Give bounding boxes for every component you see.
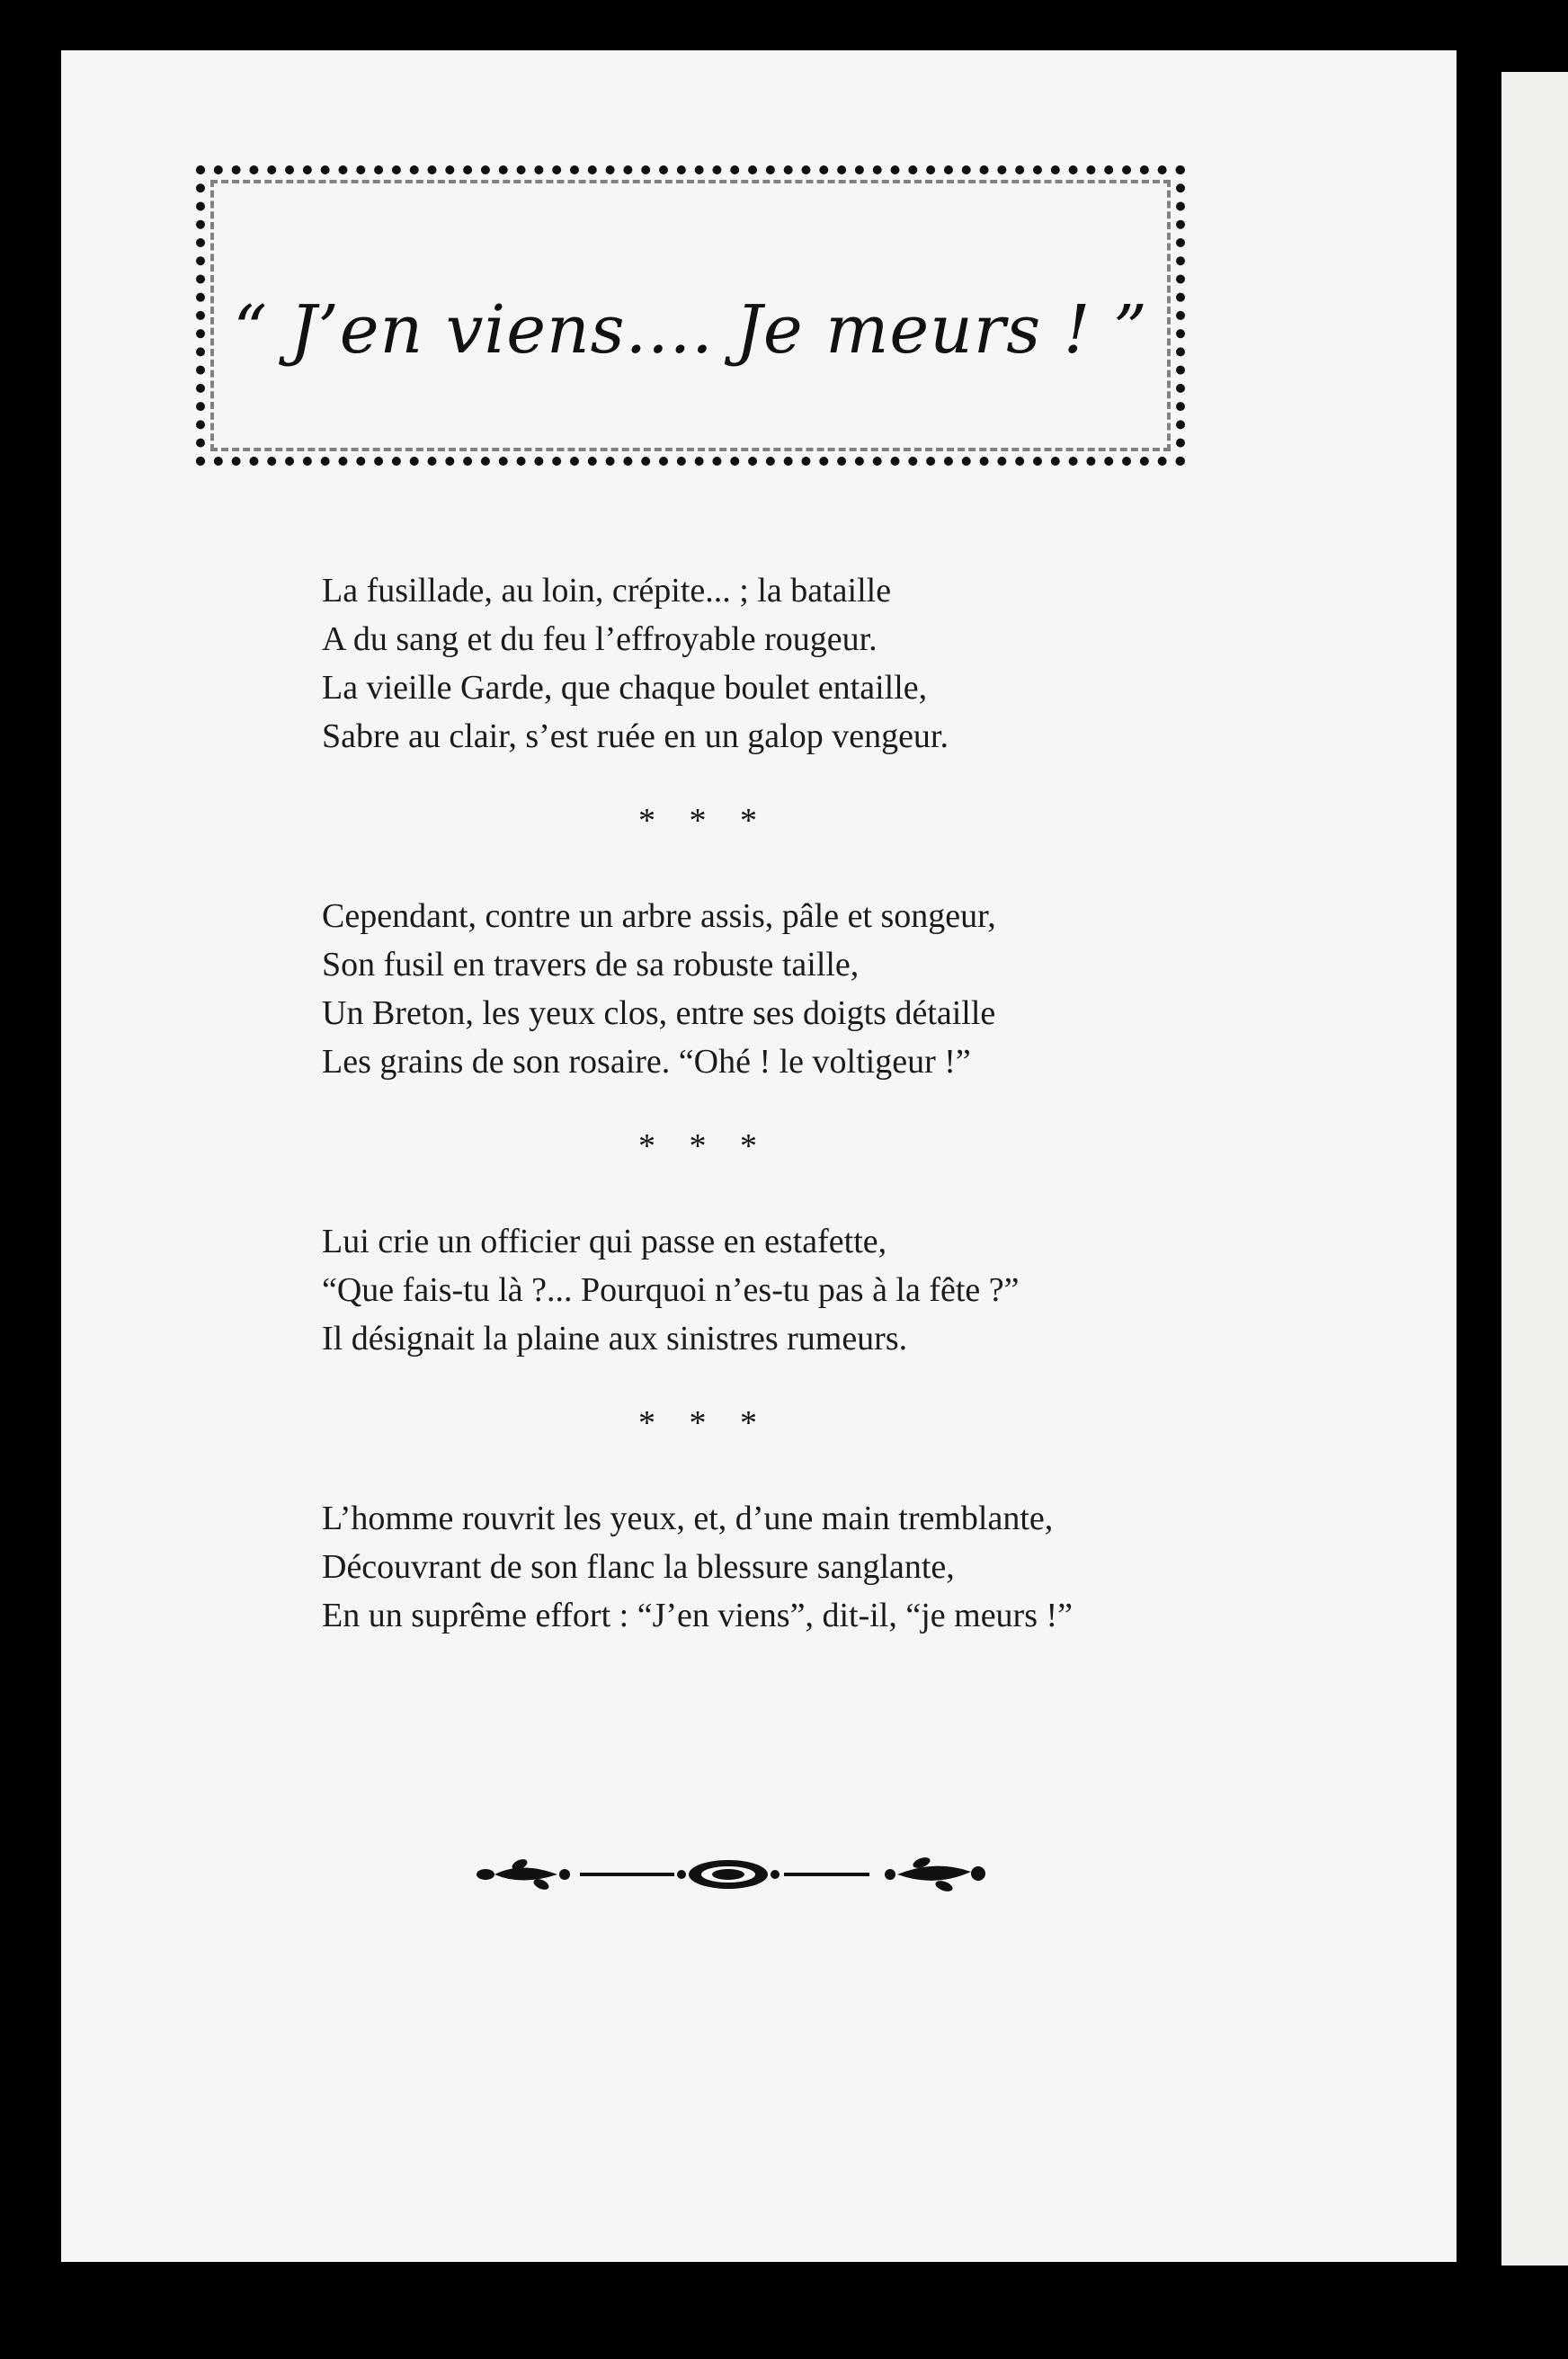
- poem-body: [322, 566, 1311, 1640]
- verse-line: Lui crie un officier qui passe en estafette,: [322, 1223, 887, 1260]
- verse-line: En un suprême effort : “J’en viens”, dit-il, “je meurs !”: [322, 1597, 1074, 1634]
- verse-line: La vieille Garde, que chaque boulet entaille,: [322, 669, 928, 707]
- stanza-2: [322, 892, 1311, 1086]
- book-page: [61, 50, 1457, 2262]
- stanza-separator: * * *: [638, 802, 770, 840]
- verse-line: Sabre au clair, s’est ruée en un galop vengeur.: [322, 717, 949, 755]
- verse-line: Il désignait la plaine aux sinistres rumeurs.: [322, 1320, 908, 1358]
- verse-line: L’homme rouvrit les yeux, et, d’une main tremblante,: [322, 1500, 1054, 1537]
- stanza-1: [322, 566, 1311, 761]
- poem-title: “ J’en viens.... Je meurs ! ”: [233, 291, 1148, 369]
- floral-vignette-icon: [468, 1852, 989, 1897]
- title-frame: [196, 165, 1185, 466]
- verse-line: Un Breton, les yeux clos, entre ses doigts détaille: [322, 994, 996, 1032]
- stanza-3: [322, 1217, 1311, 1363]
- verse-line: Les grains de son rosaire. “Ohé ! le voltigeur !”: [322, 1043, 971, 1081]
- stanza-separator: * * *: [638, 1127, 770, 1165]
- facing-page-edge: [1501, 72, 1568, 2266]
- stanza-separator: * * *: [638, 1404, 770, 1442]
- verse-line: Cependant, contre un arbre assis, pâle et songeur,: [322, 897, 996, 935]
- verse-line: Son fusil en travers de sa robuste taille,: [322, 946, 860, 984]
- verse-line: La fusillade, au loin, crépite... ; la bataille: [322, 572, 892, 610]
- stanza-4: [322, 1494, 1311, 1640]
- verse-line: “Que fais-tu là ?... Pourquoi n’es-tu pas à la fête ?”: [322, 1271, 1020, 1309]
- verse-line: Découvrant de son flanc la blessure sanglante,: [322, 1548, 955, 1586]
- verse-line: A du sang et du feu l’effroyable rougeur.: [322, 620, 878, 658]
- scan-gutter: [1457, 0, 1501, 2359]
